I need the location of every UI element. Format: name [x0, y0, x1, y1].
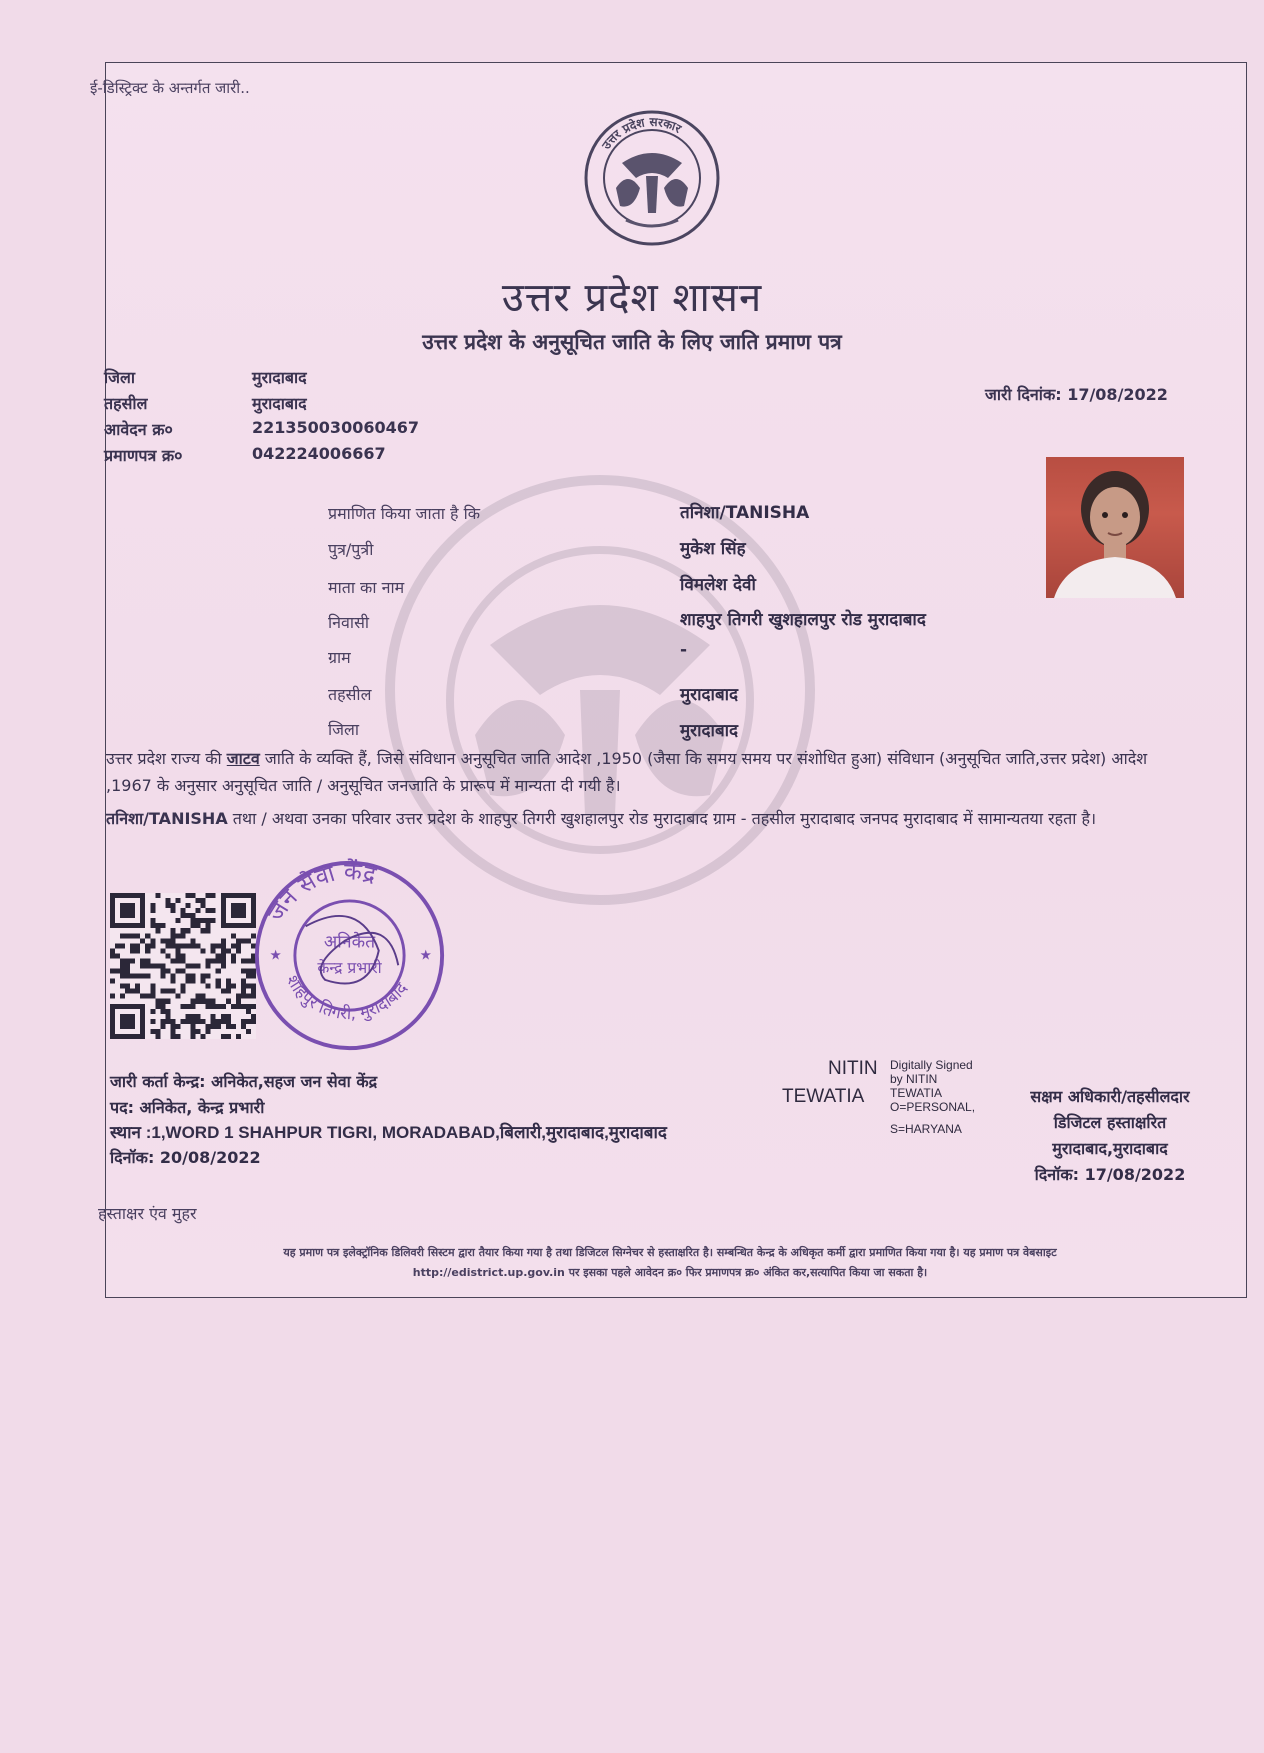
header-note: ई-डिस्ट्रिक्ट के अन्तर्गत जारी.. [90, 79, 250, 97]
officer-line4: दिनॉक: 17/08/2022 [1034, 1165, 1186, 1184]
mother-value: विमलेश देवी [680, 575, 756, 595]
footer-line1: यह प्रमाण पत्र इलेक्ट्रॉनिक डिलिवरी सिस्टम द्वारा तैयार किया गया है तथा डिजिटल सिग्नेचर से हस्ताक्षरित है। सम्बन्धित केन्द्र के अधिकृत कर्मी द्वारा प्रमाणित किया गया है। यह प्रमाण पत्र वेबसाइट [283, 1246, 1057, 1259]
signature-detail [890, 1058, 975, 1136]
caste-statement-prefix: उत्तर प्रदेश राज्य की [106, 749, 227, 768]
district-value: मुरादाबाद [680, 721, 739, 741]
caste-statement [106, 745, 1196, 799]
signature-detail-line5: S=HARYANA [890, 1122, 962, 1136]
caste-name: जाटव [226, 749, 260, 768]
mother-label: माता का नाम [328, 578, 405, 597]
certified-value: तनिशा/TANISHA [680, 503, 810, 523]
qr-code [108, 893, 258, 1039]
residence-name: तनिशा/TANISHA [106, 809, 228, 828]
meta-tehsil-label: तहसील [104, 394, 148, 413]
issuer-center: जारी कर्ता केन्द्र: अनिकेत,सहज जन सेवा केंद्र [110, 1072, 378, 1091]
meta-application-value: 221350030060467 [252, 418, 419, 437]
certified-label: प्रमाणित किया जाता है कि [328, 504, 481, 523]
meta-district-value: मुरादाबाद [252, 368, 307, 387]
meta-tehsil-value: मुरादाबाद [252, 394, 307, 413]
emblem-text: उत्तर प्रदेश सरकार [599, 114, 684, 152]
parent-value: मुकेश सिंह [680, 539, 746, 559]
svg-text:★: ★ [269, 947, 282, 964]
signer-name-line2: TEWATIA [782, 1086, 865, 1107]
government-title: उत्तर प्रदेश शासन [501, 275, 763, 321]
officer-line3: मुरादाबाद,मुरादाबाद [1052, 1139, 1168, 1158]
signature-detail-line3: TEWATIA [890, 1086, 942, 1100]
district-label: जिला [328, 720, 360, 739]
stamp-outer-bottom: शाहपुर तिगरी, मुरादाबाद [282, 971, 411, 1024]
officer-line2: डिजिटल हस्ताक्षरित [1053, 1113, 1167, 1132]
svg-text:जन सेवा केंद्र [262, 858, 380, 926]
footer-line2: http://edistrict.up.gov.in पर इसका पहले आवेदन क्र० फिर प्रमाणपत्र क्र० अंकित कर,सत्यापित किया जा सकता है। [412, 1266, 928, 1279]
jan-seva-kendra-stamp [252, 858, 447, 1053]
applicant-photo [1046, 457, 1184, 598]
signature-detail-line4: O=PERSONAL, [890, 1100, 976, 1114]
meta-application-label: आवेदन क्र० [104, 420, 173, 439]
residence-text: तथा / अथवा उनका परिवार उत्तर प्रदेश के शाहपुर तिगरी खुशहालपुर रोड मुरादाबाद ग्राम - तहसील मुरादाबाद जनपद मुरादाबाद में सामान्यतया रहता है। [227, 809, 1097, 828]
stamp-inner-line2: केन्द्र प्रभारी [317, 959, 382, 978]
officer-block [990, 1084, 1230, 1188]
resident-value: शाहपुर तिगरी खुशहालपुर रोड मुरादाबाद [680, 610, 926, 630]
stamp-outer-top: जन सेवा केंद्र [261, 858, 379, 927]
svg-text:★: ★ [419, 947, 432, 964]
resident-label: निवासी [328, 613, 370, 632]
issuer-place: स्थान :1,WORD 1 SHAHPUR TIGRI, MORADABAD,बिलारी,मुरादाबाद,मुरादाबाद [110, 1123, 667, 1142]
certificate-title: उत्तर प्रदेश के अनुसूचित जाति के लिए जाति प्रमाण पत्र [422, 330, 842, 354]
issuer-post: पद: अनिकेत, केन्द्र प्रभारी [110, 1098, 265, 1117]
stamp-inner-line1: अनिकेत [323, 932, 376, 953]
meta-certificate-value: 042224006667 [252, 444, 386, 463]
caste-statement-suffix: जाति के व्यक्ति हैं, जिसे संविधान अनुसूचित जाति आदेश ,1950 (जैसा कि समय समय पर संशोधित हुआ) संविधान (अनुसूचित जाति,उत्तर प्रदेश) आदेश ,1967 के अनुसार अनुसूचित जाति / अनुसूचित जनजाति के प्रारूप में मान्यता दी गयी है। [106, 749, 1148, 795]
svg-text:शाहपुर तिगरी, मुरादाबाद [283, 972, 412, 1024]
issuer-date: दिनॉक: 20/08/2022 [110, 1148, 261, 1167]
signature-and-seal-note: हस्ताक्षर एंव मुहर [98, 1204, 197, 1223]
residence-statement [106, 805, 1196, 832]
signer-name-line1: NITIN [828, 1058, 878, 1079]
officer-line1: सक्षम अधिकारी/तहसीलदार [1030, 1087, 1190, 1106]
signature-detail-line2: by NITIN [890, 1072, 938, 1086]
parent-label: पुत्र/पुत्री [328, 540, 374, 559]
up-government-emblem [582, 108, 722, 248]
signature-detail-line1: Digitally Signed [890, 1058, 973, 1072]
village-value: - [680, 640, 688, 660]
footer-note [130, 1243, 1210, 1283]
village-label: ग्राम [328, 648, 351, 667]
meta-certificate-label: प्रमाणपत्र क्र० [104, 446, 183, 465]
issue-date: जारी दिनांक: 17/08/2022 [985, 385, 1168, 404]
tehsil-label: तहसील [328, 685, 372, 704]
meta-district-label: जिला [104, 368, 136, 387]
tehsil-value: मुरादाबाद [680, 685, 739, 705]
